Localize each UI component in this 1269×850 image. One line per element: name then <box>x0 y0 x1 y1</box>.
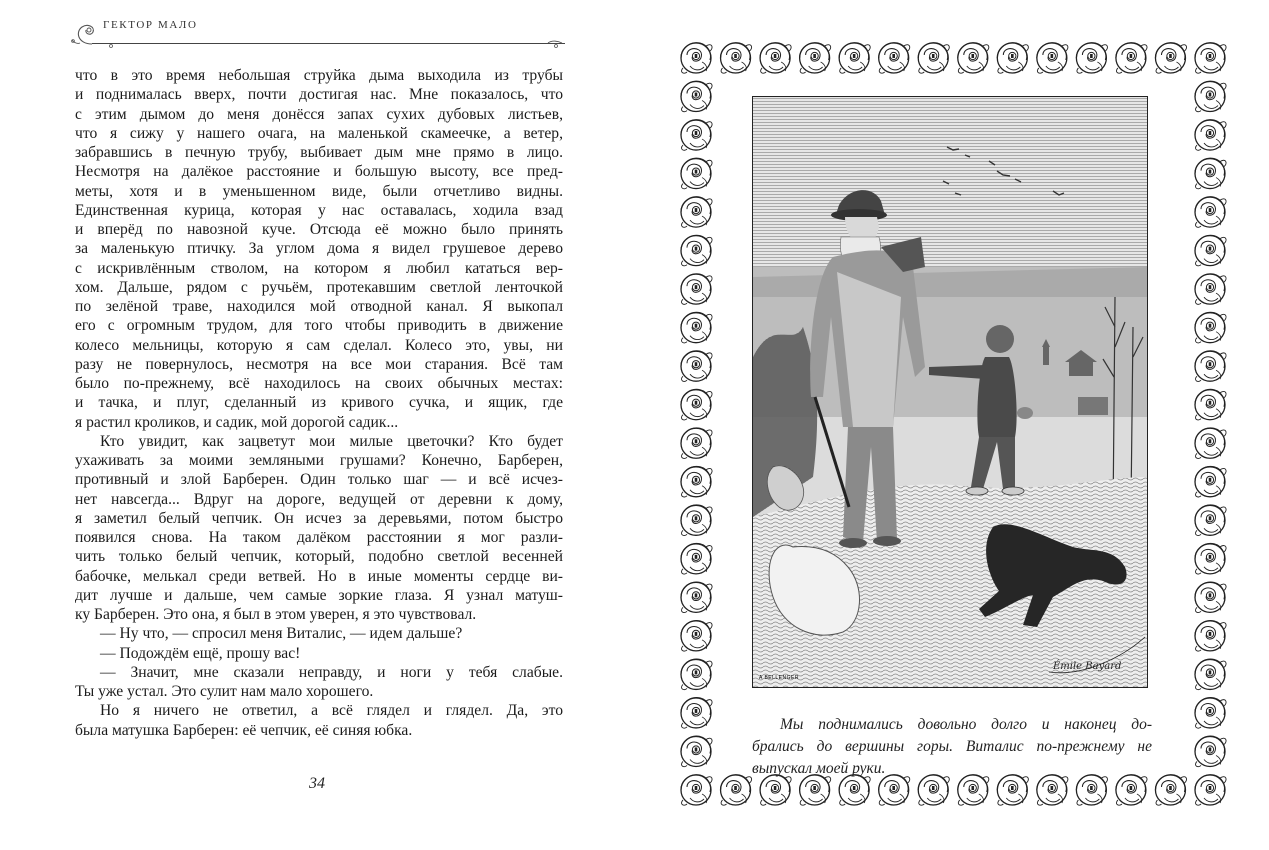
left-page <box>0 0 634 850</box>
text-line: — Значит, мне сказали неправду, и ноги у тебя слабые. <box>100 663 563 681</box>
border-rosette-icon <box>879 43 910 74</box>
text-line: Несмотря на далёкое расстояние и большую высоту, все пред- <box>75 163 563 181</box>
illustration-caption <box>752 714 1152 780</box>
text-line: Ты уже устал. Это сулит нам мало хорошего. <box>75 683 374 700</box>
border-rosette-icon <box>681 274 712 305</box>
text-line: была матушка Барберен: её чепчик, её синяя юбка. <box>75 721 413 739</box>
border-rosette-icon <box>1195 81 1226 112</box>
running-head <box>70 10 565 50</box>
border-rosette-icon <box>1076 43 1107 74</box>
border-rosette-icon <box>1195 544 1226 575</box>
border-rosette-icon <box>681 544 712 575</box>
border-rosette-icon <box>681 582 712 613</box>
border-rosette-icon <box>1195 582 1226 613</box>
border-rosette-icon <box>681 775 712 806</box>
border-rosette-icon <box>681 389 712 420</box>
border-rosette-icon <box>1195 466 1226 497</box>
text-line: и тачка, и плуг, сделанный из кривого сучка, и ящик, где <box>75 394 563 412</box>
body-text <box>75 66 563 740</box>
border-rosette-icon <box>839 43 870 74</box>
border-rosette-icon <box>721 775 752 806</box>
border-rosette-icon <box>760 43 791 74</box>
border-rosette-icon <box>681 43 712 74</box>
text-line: хом. Дальше, рядом с ручьём, протекавшим светлой ленточкой <box>75 278 563 296</box>
text-line: его с огромным трудом, для того чтобы приводить в движение <box>75 317 563 335</box>
text-line: я растил кроликов, и садик, мой дорогой садик... <box>75 413 399 431</box>
text-line: что я сижу у нашего очага, на маленькой скамеечке, а ветер, <box>75 124 563 142</box>
text-line: дит лучше и дальше, чем самые зоркие глаза. Я узнал матуш- <box>75 586 563 604</box>
border-rosette-icon <box>1195 351 1226 382</box>
running-head-title: ГЕКТОР МАЛО <box>103 19 198 31</box>
border-rosette-icon <box>1195 659 1226 690</box>
text-line: нет навсегда... Вдруг на дороге, ведущей от деревни к дому, <box>75 490 563 508</box>
border-rosette-icon <box>681 659 712 690</box>
border-rosette-icon <box>1195 736 1226 767</box>
border-rosette-icon <box>681 621 712 652</box>
border-rosette-icon <box>1195 389 1226 420</box>
border-rosette-icon <box>1195 158 1226 189</box>
text-line: ухаживать за моими земляными грушами? Конечно, Барберен, <box>75 452 563 469</box>
text-line: разу не повернулось, несмотря на все мои старания. Всё там <box>75 355 563 373</box>
engraving-scene-icon <box>753 97 1148 688</box>
border-rosette-icon <box>1195 621 1226 652</box>
border-rosette-icon <box>1195 120 1226 151</box>
border-rosette-icon <box>997 43 1028 74</box>
border-rosette-icon <box>800 43 831 74</box>
text-line: чить только белый чепчик, который, подобно светлой весенней <box>75 548 563 566</box>
border-rosette-icon <box>1155 775 1186 806</box>
border-rosette-icon <box>918 43 949 74</box>
border-rosette-icon <box>681 158 712 189</box>
border-rosette-icon <box>1195 428 1226 459</box>
text-line: Единственная курица, которая у нас оставалась, ходила взад <box>75 201 563 219</box>
border-rosette-icon <box>681 698 712 729</box>
engraver-signature: A BELLENGER <box>759 675 799 681</box>
engraving-illustration <box>752 96 1148 688</box>
artist-signature: Émile Bayard <box>1053 661 1122 672</box>
text-line: — Подождём ещё, прошу вас! <box>100 644 301 662</box>
border-rosette-icon <box>958 43 989 74</box>
text-line: я заметил белый чепчик. Он исчез за деревьями, потом быстро <box>75 509 563 527</box>
border-rosette-icon <box>1155 43 1186 74</box>
caption-line: Мы поднимались довольно долго и наконец до- <box>780 716 1152 733</box>
text-line: с этим дымом до меня донёсся запах сухих дубовых листьев, <box>75 105 563 123</box>
text-line: по зелёной траве, находился мой отводной канал. Я выкопал <box>75 298 563 315</box>
border-rosette-icon <box>1195 43 1226 74</box>
text-line: появился снова. На таком далёком расстоянии я мог разли- <box>75 529 563 546</box>
text-line: противный и злой Барберен. Один только шаг — и всё исчез- <box>75 471 563 489</box>
border-rosette-icon <box>681 81 712 112</box>
border-rosette-icon <box>1195 235 1226 266</box>
border-rosette-icon <box>1195 698 1226 729</box>
border-rosette-icon <box>681 312 712 343</box>
border-rosette-icon <box>681 466 712 497</box>
text-line: — Ну что, — спросил меня Виталис, — идем дальше? <box>100 625 463 643</box>
text-line: Но я ничего не ответил, а всё глядел и глядел. Да, это <box>100 702 563 720</box>
border-rosette-icon <box>1037 43 1068 74</box>
border-rosette-icon <box>1195 197 1226 228</box>
border-rosette-icon <box>681 235 712 266</box>
text-line: с искривлённым стволом, на котором я любил кататься вер- <box>75 259 563 277</box>
border-rosette-icon <box>681 197 712 228</box>
text-line: меты, хотя и в уменьшенном виде, были отчетливо видны. <box>75 182 563 200</box>
right-page <box>634 0 1269 850</box>
caption-line: брались до вершины горы. Виталис по-прежнему не <box>752 738 1152 755</box>
text-line: колесо мельницы, которую я сам сделал. Колесо это, увы, ни <box>75 336 563 354</box>
border-rosette-icon <box>681 351 712 382</box>
border-rosette-icon <box>1195 312 1226 343</box>
border-rosette-icon <box>681 505 712 536</box>
text-line: и поднималась вверх, почти достигая нас. Мне показалось, что <box>75 86 563 104</box>
text-line: и вперёд по навозной куче. Отсюда её можно было принять <box>75 221 563 238</box>
border-rosette-icon <box>1195 505 1226 536</box>
border-rosette-icon <box>1195 775 1226 806</box>
text-line: было по-прежнему, всё находилось на своих обычных местах: <box>75 375 563 392</box>
text-line: бабочке, мелькал среди ветвей. Но в иные моменты сердце ви- <box>75 567 563 585</box>
text-line: забравшись в печную трубу, выбивает дым мне прямо в лицо. <box>75 144 563 161</box>
text-line: ку Барберен. Это она, я был в этом уверен, я это чувствовал. <box>75 606 477 623</box>
page-number: 34 <box>309 775 325 792</box>
text-line: за маленькую птичку. За углом дома я видел грушевое дерево <box>75 240 563 258</box>
text-line: что в это время небольшая струйка дыма выходила из трубы <box>75 67 563 84</box>
border-rosette-icon <box>681 736 712 767</box>
border-rosette-icon <box>1195 274 1226 305</box>
border-rosette-icon <box>681 120 712 151</box>
border-rosette-icon <box>721 43 752 74</box>
border-rosette-icon <box>681 428 712 459</box>
caption-line: выпускал моей руки. <box>752 760 886 777</box>
border-rosette-icon <box>1116 43 1147 74</box>
text-line: Кто увидит, как зацветут мои милые цветочки? Кто будет <box>100 432 563 450</box>
